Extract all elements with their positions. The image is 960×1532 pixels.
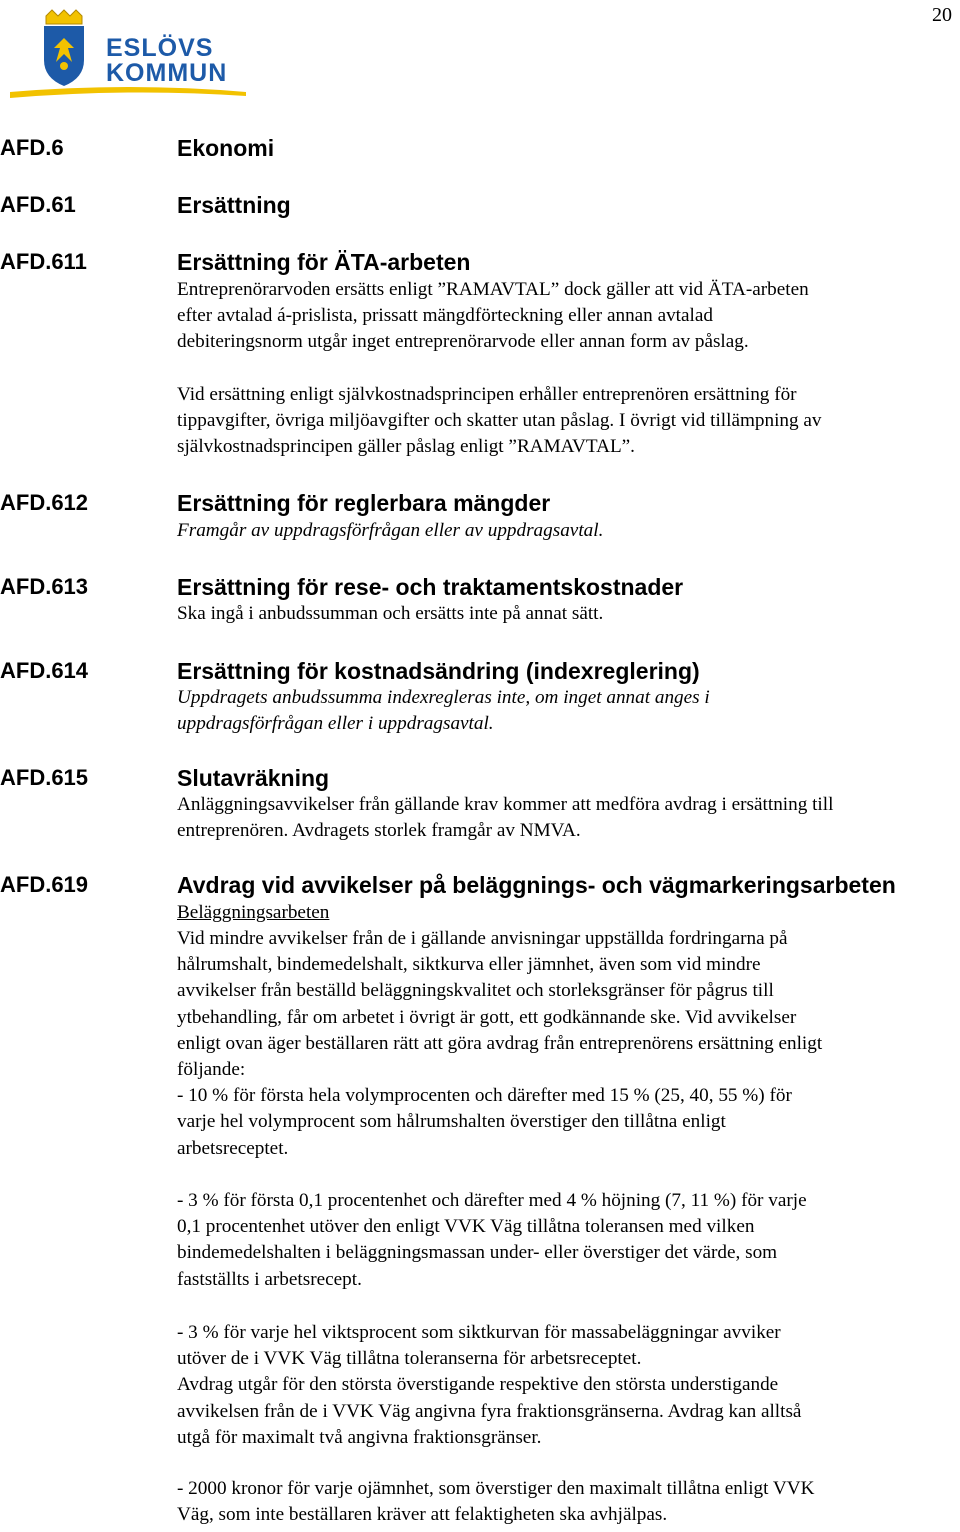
text-line: 0,1 procentenhet utöver den enligt VVK Väg tillåtna toleransen med vilken [177,1216,755,1238]
afd611-paragraph-1 [177,277,957,356]
logo-text-line2: KOMMUN [106,59,228,87]
section-title-afd613: Ersättning för rese- och traktamentskostnader [177,574,684,600]
text-line: uppdragsförfrågan eller i uppdragsavtal. [177,713,494,735]
text-line: avvikelsen från de i VVK Väg angivna fyra fraktionsgränserna. Avdrag kan alltså [177,1400,802,1422]
text-line: självkostnadsprincipen gäller påslag enligt ”RAMAVTAL”. [177,436,635,458]
text-line: bindemedelshalten i beläggningsmassan under- eller överstiger det värde, som [177,1242,778,1264]
text-line: - 10 % för första hela volymprocenten och därefter med 15 % (25, 40, 55 %) för [177,1085,792,1107]
section-title-afd615: Slutavräkning [177,765,330,791]
logo-text-line1: ESLÖVS [106,34,214,62]
afd619-block-2 [177,1188,957,1293]
text-line: följande: [177,1059,246,1081]
text-line: Vid mindre avvikelser från de i gällande anvisningar uppställda fordringarna på [177,928,788,949]
section-title-afd6: Ekonomi [177,135,275,161]
section-title-afd614: Ersättning för kostnadsändring (indexreglering) [177,658,700,684]
text-line: entreprenören. Avdragets storlek framgår av NMVA. [177,820,581,842]
section-title-afd61: Ersättning [177,192,291,218]
section-code-afd6: AFD.6 [0,135,64,160]
afd619-block-3 [177,1320,957,1451]
section-code-afd613: AFD.613 [0,574,89,599]
afd613-text [177,601,957,627]
text-line: Anläggningsavvikelser från gällande krav kommer att medföra avdrag i ersättning till [177,794,834,815]
afd619-block-4 [177,1476,957,1528]
section-title-afd619: Avdrag vid avvikelser på beläggnings- och vägmarkeringsarbeten [177,872,896,898]
section-code-afd61: AFD.61 [0,192,76,217]
afd612-text [177,518,957,544]
text-line: Uppdragets anbudssumma indexregleras inte, om inget annat anges i [177,687,710,708]
text-line: Entreprenörarvoden ersätts enligt ”RAMAVTAL” dock gäller att vid ÄTA-arbeten [177,279,809,300]
text-line: varje hel volymprocent som hålrumshalten överstiger den tillåtna enligt [177,1111,726,1133]
text-line: - 2000 kronor för varje ojämnhet, som överstiger den maximalt tillåtna enligt VVK [177,1478,815,1499]
section-code-afd614: AFD.614 [0,658,89,683]
text-line: fastställts i arbetsrecept. [177,1268,362,1290]
afd611-paragraph-2 [177,382,957,461]
text-line: utöver de i VVK Väg tillåtna toleranserna för arbetsreceptet. [177,1348,642,1370]
text-line: - 3 % för varje hel viktsprocent som siktkurvan för massabeläggningar avviker [177,1322,781,1343]
section-title-afd612: Ersättning för reglerbara mängder [177,490,551,516]
afd615-text [177,792,957,844]
section-code-afd619: AFD.619 [0,872,89,897]
text-line: utgå för maximalt två angivna fraktionsgränser. [177,1426,542,1448]
text-line: efter avtalad á-prislista, prissatt mängdförteckning eller annan avtalad [177,305,713,327]
text-line: - 3 % för första 0,1 procentenhet och därefter med 4 % höjning (7, 11 %) för varje [177,1190,807,1211]
text-line: Väg, som inte beställaren kräver att felaktigheten ska avhjälpas. [177,1504,668,1526]
subheading-text: Beläggningsarbeten [177,902,330,923]
text-line: debiteringsnorm utgår inget entreprenörarvode eller annan form av påslag. [177,331,749,353]
afd614-text [177,685,957,737]
text-line: enligt ovan äger beställaren rätt att göra avdrag från entreprenörens ersättning enligt [177,1032,823,1054]
afd619-subheading [177,900,957,926]
text-line: ytbehandling, får om arbetet i övrigt är gott, ett godkännande ske. Vid avvikelser [177,1006,797,1028]
text-line: Avdrag utgår för den största överstigande respektive den största understigande [177,1374,779,1396]
afd619-block-1 [177,926,957,1162]
text-line: hålrumshalt, bindemedelshalt, siktkurva eller jämnhet, även som vid mindre [177,954,761,976]
page-number: 20 [932,4,952,26]
section-title-afd611: Ersättning för ÄTA-arbeten [177,249,471,275]
text-line: tippavgifter, övriga miljöavgifter och skatter utan påslag. I övrigt vid tillämpning av [177,410,822,432]
text-line: avvikelser från beställd beläggningskvalitet och storleksgränser för pågrus till [177,980,774,1002]
section-code-afd612: AFD.612 [0,490,89,515]
text-line: Framgår av uppdragsförfrågan eller av uppdragsavtal. [177,520,604,541]
text-line: Ska ingå i anbudssumman och ersätts inte på annat sätt. [177,603,604,624]
text-line: Vid ersättning enligt självkostnadsprincipen erhåller entreprenören ersättning för [177,384,797,405]
text-line: arbetsreceptet. [177,1137,289,1159]
section-code-afd615: AFD.615 [0,765,89,790]
municipality-logo [10,8,250,100]
section-code-afd611: AFD.611 [0,249,87,274]
